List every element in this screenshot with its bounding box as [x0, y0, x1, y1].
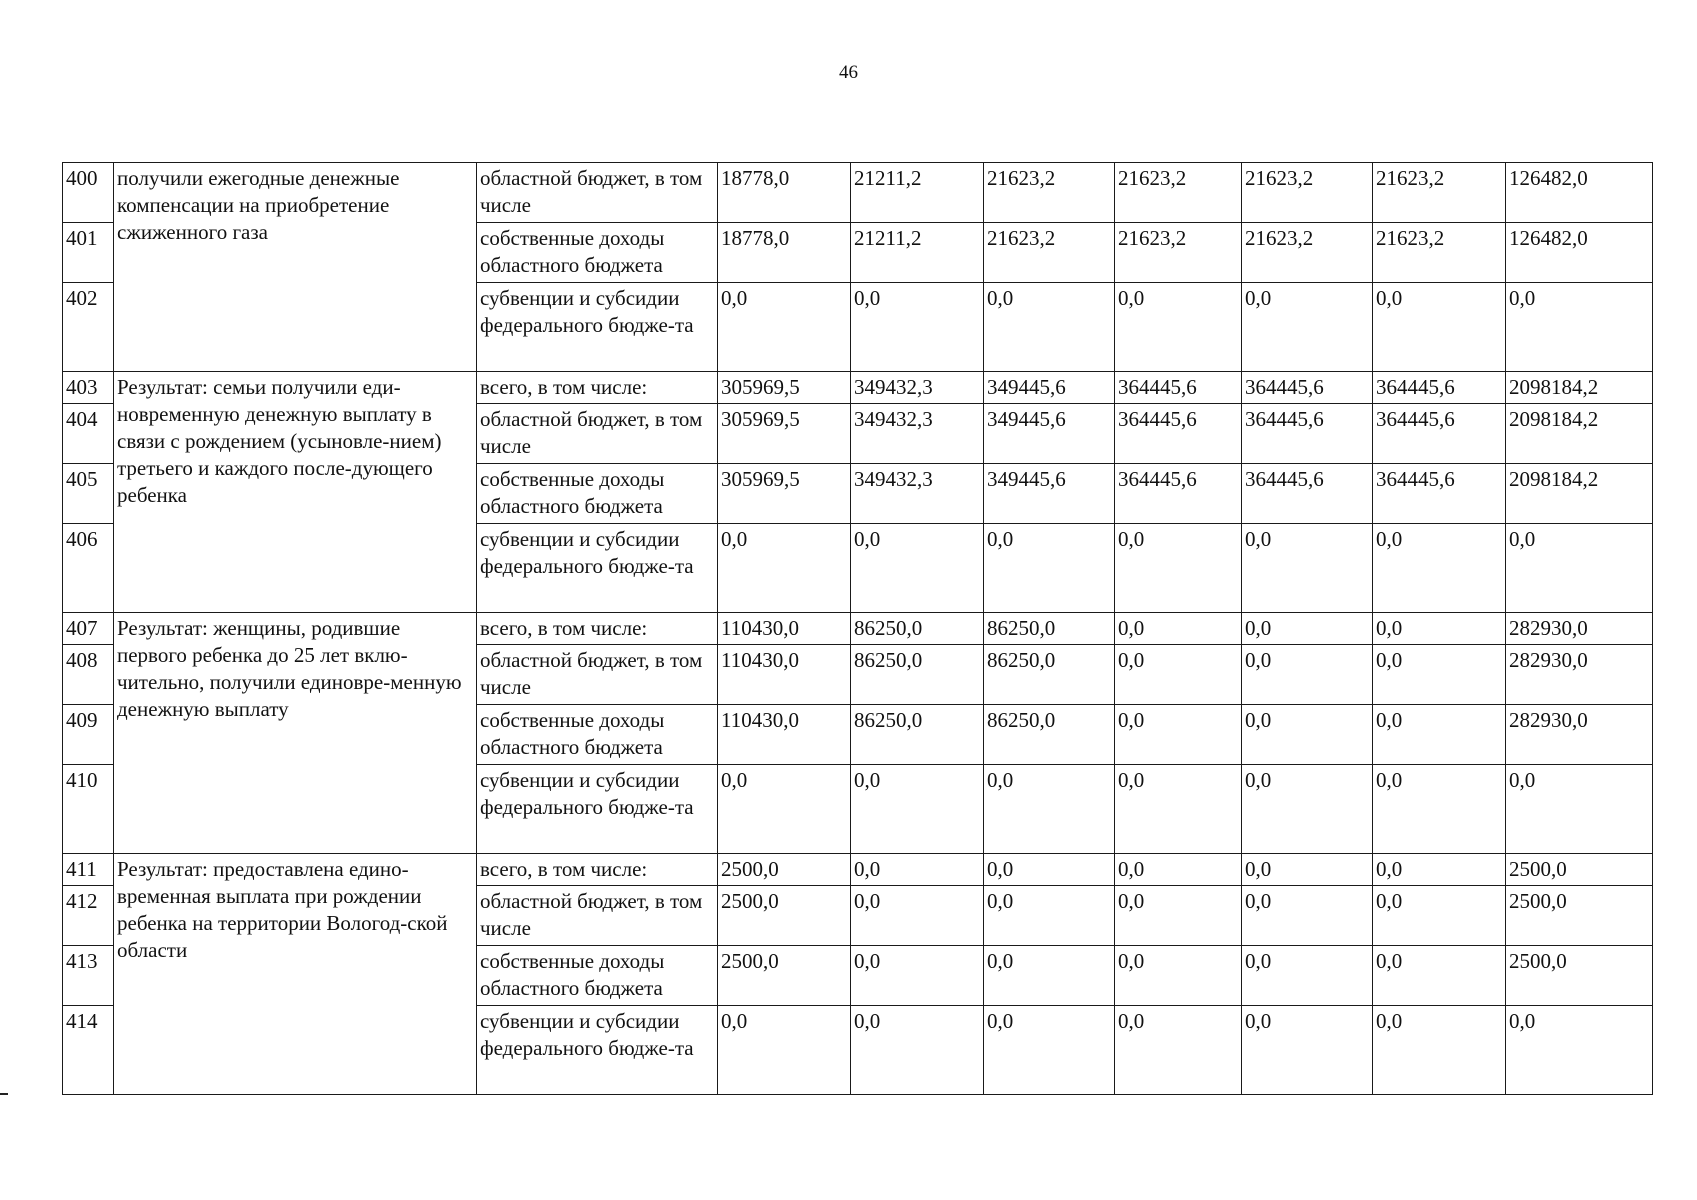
- year-value: 349432,3: [851, 464, 984, 524]
- year-value: 0,0: [1242, 765, 1373, 854]
- row-number: 407: [63, 613, 114, 645]
- row-number: 405: [63, 464, 114, 524]
- total-value: 126482,0: [1506, 163, 1653, 223]
- total-value: 0,0: [1506, 283, 1653, 372]
- funding-source-label: субвенции и субсидии федерального бюдже-та: [477, 765, 718, 854]
- year-value: 349445,6: [984, 464, 1115, 524]
- year-value: 0,0: [851, 946, 984, 1006]
- year-value: 0,0: [984, 765, 1115, 854]
- year-value: 86250,0: [851, 613, 984, 645]
- year-value: 0,0: [1373, 1006, 1506, 1095]
- funding-source-label: областной бюджет, в том числе: [477, 886, 718, 946]
- row-number: 410: [63, 765, 114, 854]
- year-value: 0,0: [851, 1006, 984, 1095]
- table-row: [63, 613, 1653, 645]
- year-value: 0,0: [851, 886, 984, 946]
- year-value: 2500,0: [718, 854, 851, 886]
- row-number: 401: [63, 223, 114, 283]
- year-value: 0,0: [1373, 854, 1506, 886]
- total-value: 0,0: [1506, 765, 1653, 854]
- year-value: 0,0: [1242, 283, 1373, 372]
- funding-source-label: собственные доходы областного бюджета: [477, 223, 718, 283]
- total-value: 282930,0: [1506, 705, 1653, 765]
- year-value: 0,0: [1373, 613, 1506, 645]
- year-value: 110430,0: [718, 705, 851, 765]
- row-number: 402: [63, 283, 114, 372]
- total-value: 126482,0: [1506, 223, 1653, 283]
- year-value: 21623,2: [1115, 163, 1242, 223]
- row-number: 403: [63, 372, 114, 404]
- year-value: 0,0: [851, 524, 984, 613]
- year-value: 349432,3: [851, 404, 984, 464]
- year-value: 86250,0: [984, 705, 1115, 765]
- year-value: 349432,3: [851, 372, 984, 404]
- year-value: 0,0: [1115, 765, 1242, 854]
- funding-source-label: субвенции и субсидии федерального бюдже-та: [477, 524, 718, 613]
- year-value: 349445,6: [984, 404, 1115, 464]
- year-value: 21623,2: [1242, 163, 1373, 223]
- year-value: 2500,0: [718, 886, 851, 946]
- total-value: 2098184,2: [1506, 372, 1653, 404]
- row-number: 409: [63, 705, 114, 765]
- year-value: 0,0: [1115, 613, 1242, 645]
- year-value: 0,0: [984, 946, 1115, 1006]
- result-description: получили ежегодные денежные компенсации на приобретение сжиженного газа: [114, 163, 477, 372]
- row-number: 413: [63, 946, 114, 1006]
- row-number: 404: [63, 404, 114, 464]
- result-description: Результат: предоставлена едино-временная выплата при рождении ребенка на территории Вологод-ской области: [114, 854, 477, 1095]
- year-value: 0,0: [1373, 765, 1506, 854]
- year-value: 0,0: [1115, 946, 1242, 1006]
- year-value: 86250,0: [851, 705, 984, 765]
- funding-source-label: областной бюджет, в том числе: [477, 404, 718, 464]
- year-value: 0,0: [851, 765, 984, 854]
- table-row: [63, 854, 1653, 886]
- year-value: 86250,0: [984, 645, 1115, 705]
- year-value: 0,0: [1373, 283, 1506, 372]
- year-value: 0,0: [984, 1006, 1115, 1095]
- year-value: 110430,0: [718, 613, 851, 645]
- year-value: 0,0: [1115, 705, 1242, 765]
- year-value: 18778,0: [718, 163, 851, 223]
- funding-source-label: субвенции и субсидии федерального бюдже-та: [477, 1006, 718, 1095]
- year-value: 0,0: [1115, 645, 1242, 705]
- row-number: 412: [63, 886, 114, 946]
- year-value: 305969,5: [718, 404, 851, 464]
- funding-source-label: собственные доходы областного бюджета: [477, 946, 718, 1006]
- year-value: 0,0: [718, 283, 851, 372]
- year-value: 0,0: [1242, 613, 1373, 645]
- year-value: 364445,6: [1373, 464, 1506, 524]
- funding-source-label: собственные доходы областного бюджета: [477, 464, 718, 524]
- year-value: 305969,5: [718, 372, 851, 404]
- total-value: 2500,0: [1506, 946, 1653, 1006]
- total-value: 282930,0: [1506, 645, 1653, 705]
- year-value: 364445,6: [1242, 372, 1373, 404]
- year-value: 0,0: [984, 524, 1115, 613]
- year-value: 0,0: [1373, 705, 1506, 765]
- total-value: 282930,0: [1506, 613, 1653, 645]
- budget-table: [62, 162, 1653, 1095]
- year-value: 0,0: [718, 1006, 851, 1095]
- year-value: 21623,2: [1373, 163, 1506, 223]
- funding-source-label: всего, в том числе:: [477, 372, 718, 404]
- year-value: 21623,2: [1242, 223, 1373, 283]
- year-value: 21211,2: [851, 223, 984, 283]
- year-value: 21623,2: [984, 223, 1115, 283]
- year-value: 305969,5: [718, 464, 851, 524]
- year-value: 364445,6: [1373, 404, 1506, 464]
- table-body: [63, 163, 1653, 1095]
- funding-source-label: областной бюджет, в том числе: [477, 645, 718, 705]
- year-value: 364445,6: [1242, 404, 1373, 464]
- row-number: 406: [63, 524, 114, 613]
- year-value: 349445,6: [984, 372, 1115, 404]
- row-number: 408: [63, 645, 114, 705]
- year-value: 21623,2: [1115, 223, 1242, 283]
- year-value: 364445,6: [1373, 372, 1506, 404]
- total-value: 2500,0: [1506, 886, 1653, 946]
- year-value: 86250,0: [851, 645, 984, 705]
- year-value: 0,0: [1373, 524, 1506, 613]
- total-value: 0,0: [1506, 524, 1653, 613]
- year-value: 364445,6: [1115, 372, 1242, 404]
- year-value: 0,0: [851, 854, 984, 886]
- year-value: 0,0: [1115, 524, 1242, 613]
- year-value: 0,0: [1242, 854, 1373, 886]
- funding-source-label: всего, в том числе:: [477, 613, 718, 645]
- table-row: [63, 163, 1653, 223]
- year-value: 0,0: [1242, 946, 1373, 1006]
- result-description: Результат: женщины, родившие первого ребенка до 25 лет вклю-чительно, получили единовре-менную денежную выплату: [114, 613, 477, 854]
- year-value: 0,0: [1115, 1006, 1242, 1095]
- row-number: 411: [63, 854, 114, 886]
- year-value: 110430,0: [718, 645, 851, 705]
- year-value: 0,0: [1242, 645, 1373, 705]
- year-value: 0,0: [1242, 1006, 1373, 1095]
- year-value: 0,0: [851, 283, 984, 372]
- result-description: Результат: семьи получили еди-новременную денежную выплату в связи с рождением (усыновле-нием) третьего и каждого после-дующего ребенка: [114, 372, 477, 613]
- total-value: 0,0: [1506, 1006, 1653, 1095]
- year-value: 0,0: [984, 283, 1115, 372]
- funding-source-label: областной бюджет, в том числе: [477, 163, 718, 223]
- year-value: 21211,2: [851, 163, 984, 223]
- year-value: 0,0: [1373, 886, 1506, 946]
- total-value: 2098184,2: [1506, 464, 1653, 524]
- year-value: 364445,6: [1242, 464, 1373, 524]
- year-value: 0,0: [1115, 283, 1242, 372]
- year-value: 86250,0: [984, 613, 1115, 645]
- page-number: 46: [839, 62, 858, 83]
- year-value: 0,0: [718, 765, 851, 854]
- year-value: 364445,6: [1115, 404, 1242, 464]
- year-value: 0,0: [1373, 645, 1506, 705]
- year-value: 0,0: [718, 524, 851, 613]
- year-value: 0,0: [1115, 854, 1242, 886]
- row-number: 414: [63, 1006, 114, 1095]
- row-number: 400: [63, 163, 114, 223]
- total-value: 2098184,2: [1506, 404, 1653, 464]
- year-value: 2500,0: [718, 946, 851, 1006]
- margin-mark: [0, 1093, 8, 1095]
- year-value: 0,0: [1242, 524, 1373, 613]
- year-value: 0,0: [984, 854, 1115, 886]
- year-value: 0,0: [984, 886, 1115, 946]
- year-value: 21623,2: [1373, 223, 1506, 283]
- year-value: 0,0: [1115, 886, 1242, 946]
- funding-source-label: собственные доходы областного бюджета: [477, 705, 718, 765]
- year-value: 0,0: [1373, 946, 1506, 1006]
- total-value: 2500,0: [1506, 854, 1653, 886]
- table-row: [63, 372, 1653, 404]
- year-value: 364445,6: [1115, 464, 1242, 524]
- funding-source-label: всего, в том числе:: [477, 854, 718, 886]
- funding-source-label: субвенции и субсидии федерального бюдже-та: [477, 283, 718, 372]
- year-value: 18778,0: [718, 223, 851, 283]
- year-value: 0,0: [1242, 705, 1373, 765]
- year-value: 21623,2: [984, 163, 1115, 223]
- year-value: 0,0: [1242, 886, 1373, 946]
